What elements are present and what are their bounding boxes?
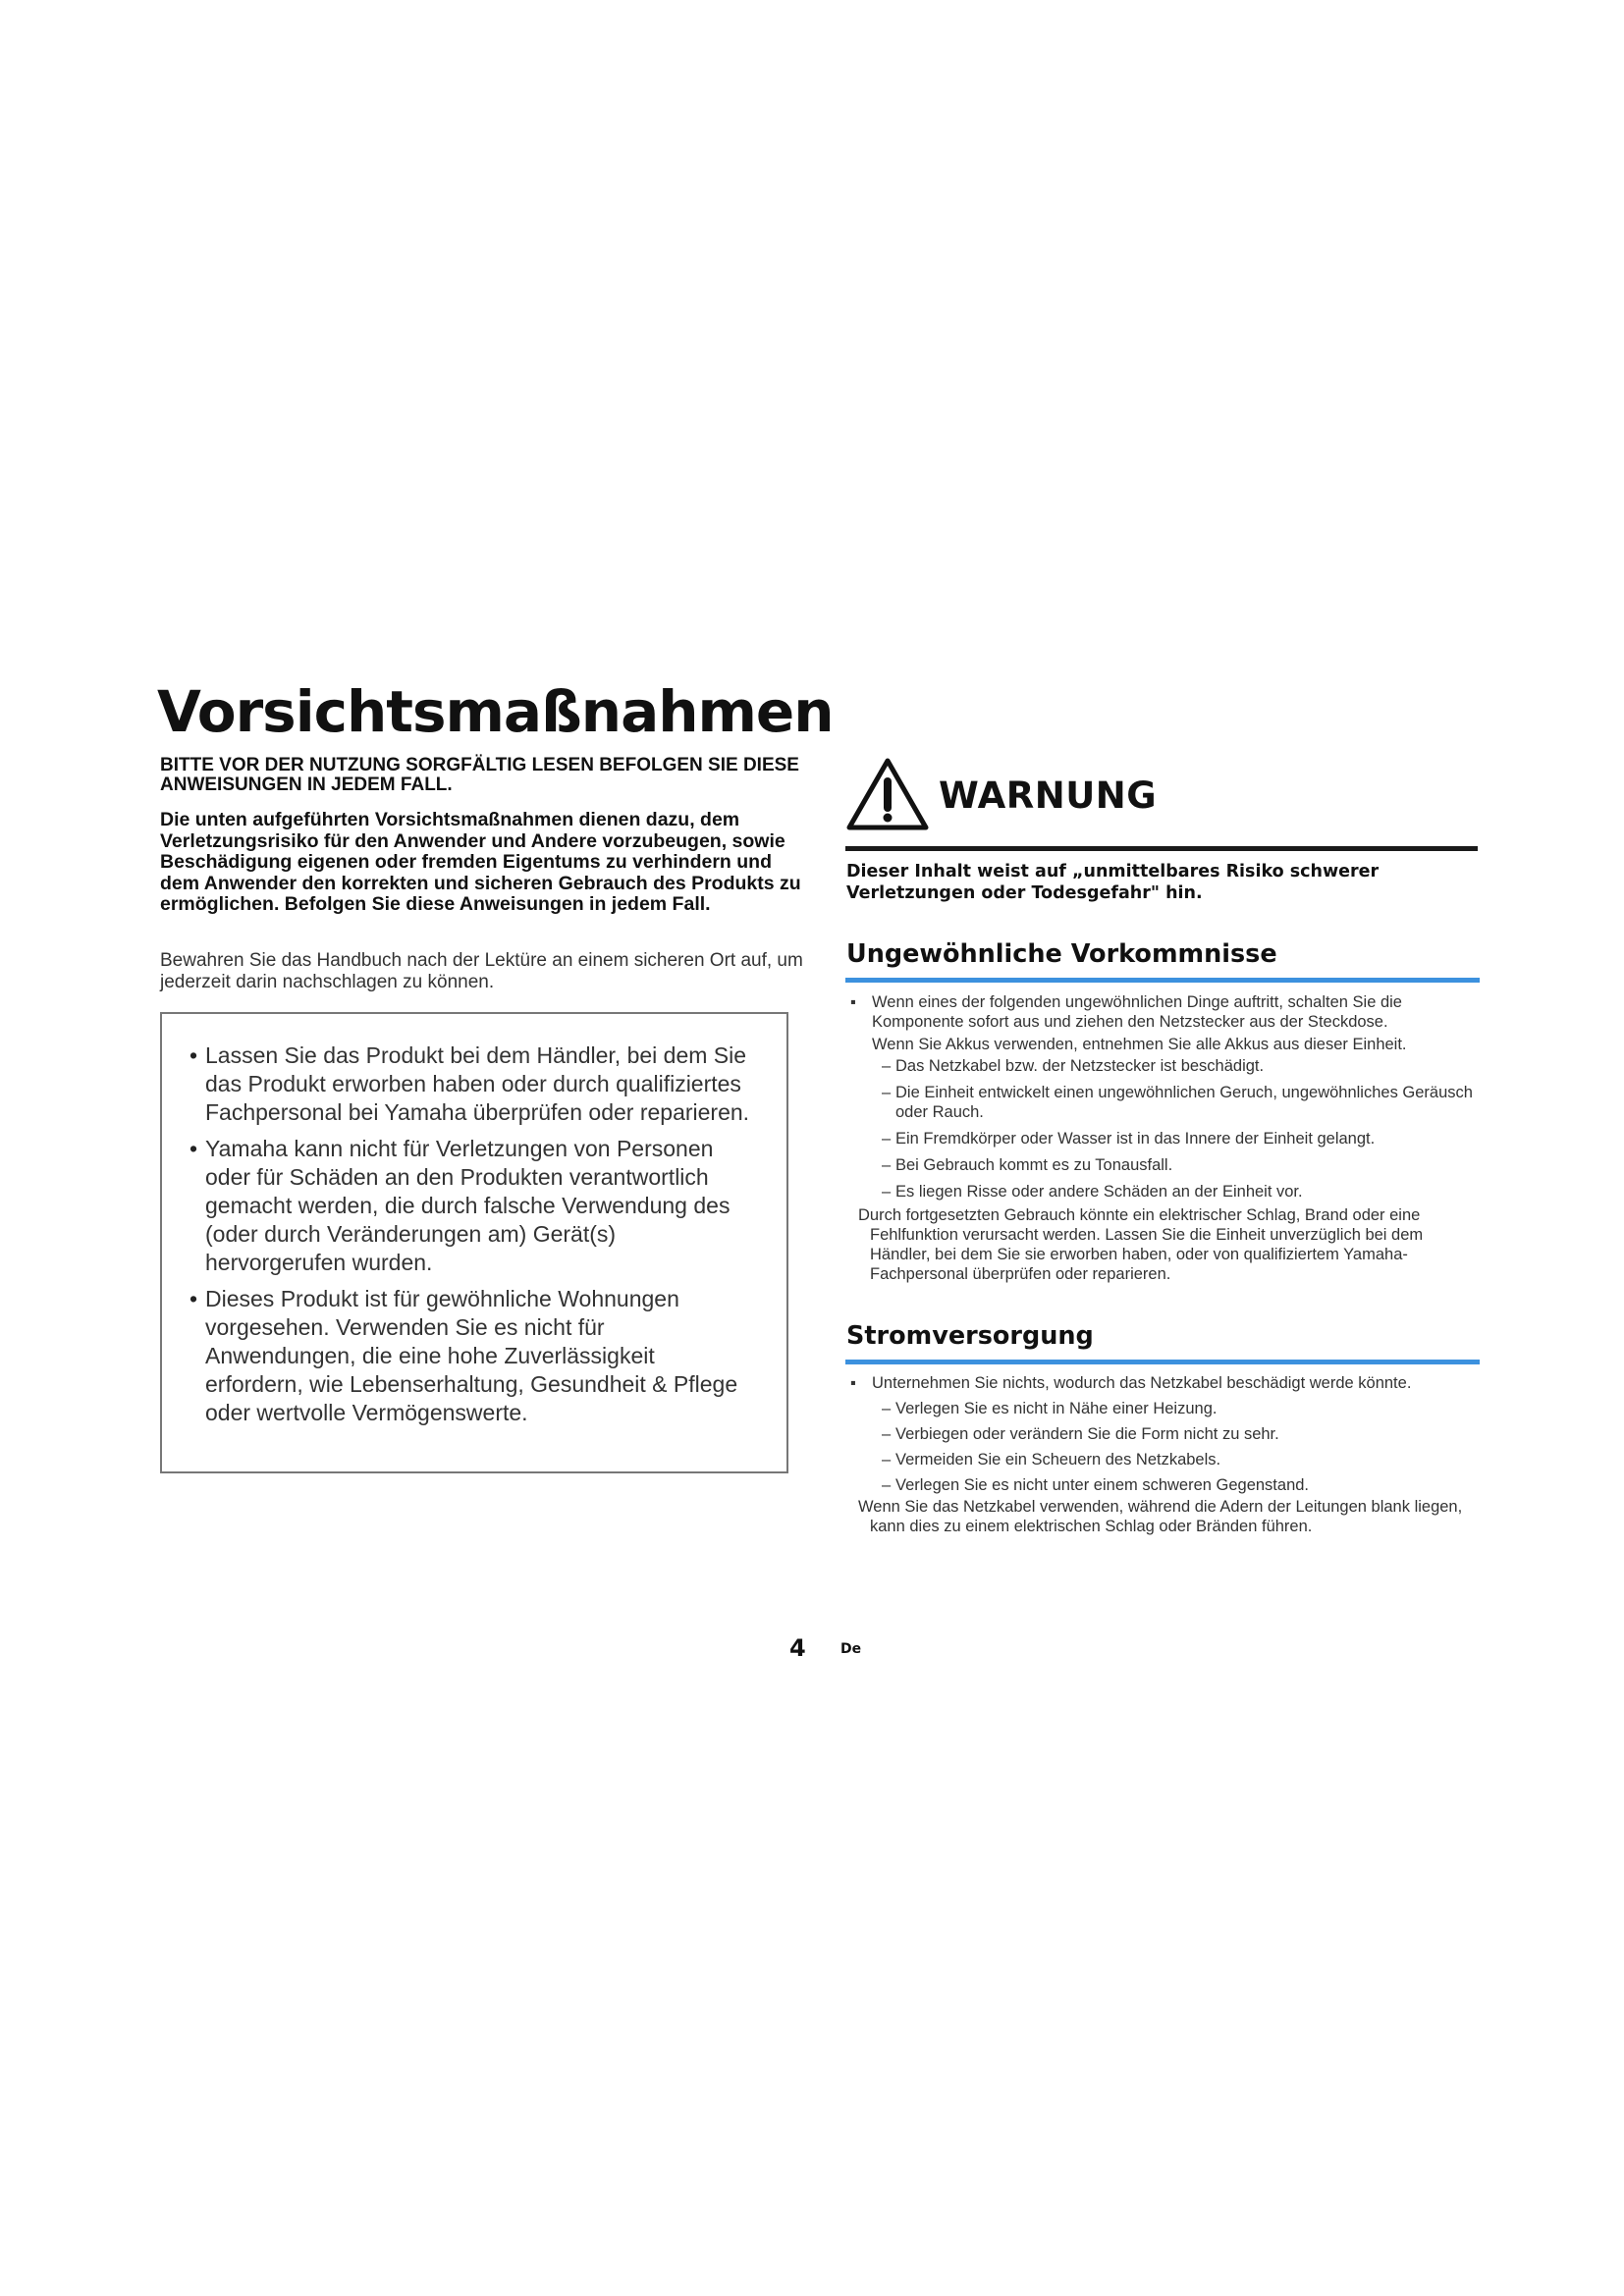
section-divider xyxy=(845,978,1480,983)
bullet-icon: ▪ xyxy=(850,993,856,1011)
keep-manual-note: Bewahren Sie das Handbuch nach der Lektüre an einem sicheren Ort auf, um jederzeit darin nachschlagen zu können. xyxy=(160,950,803,992)
section-divider xyxy=(845,1360,1480,1364)
notice-item: • Yamaha kann nicht für Verletzungen von Personen oder für Schäden an den Produkten verantwortlich gemacht werden, die durch falsche Verwendung des (oder durch Veränderungen am) Gerät(s) hervorgerufen wurden. xyxy=(184,1135,757,1277)
notice-item: • Lassen Sie das Produkt bei dem Händler, bei dem Sie das Produkt erworben haben oder durch qualifiziertes Fachpersonal bei Yamaha überprüfen oder reparieren. xyxy=(184,1041,757,1127)
section-heading-unusual-events: Ungewöhnliche Vorkommnisse xyxy=(846,939,1277,969)
sub-item: – Bei Gebrauch kommt es zu Tonausfall. xyxy=(882,1156,1173,1174)
bullet-continuation: Wenn Sie Akkus verwenden, entnehmen Sie alle Akkus aus dieser Einheit. xyxy=(872,1036,1407,1053)
warning-description: Dieser Inhalt weist auf „unmittelbares Risiko schwerer Verletzungen oder Todesgefahr" hin. xyxy=(846,862,1380,903)
sub-item: – Die Einheit entwickelt einen ungewöhnlichen Geruch, ungewöhnliches Geräusch oder Rauch. xyxy=(882,1084,1473,1121)
notice-item: • Dieses Produkt ist für gewöhnliche Wohnungen vorgesehen. Verwenden Sie es nicht für Anwendungen, die eine hohe Zuverlässigkeit erfordern, wie Lebenserhaltung, Gesundheit & Pflege oder wertvolle Vermögenswerte. xyxy=(184,1285,757,1427)
bullet-item: ▪ Unternehmen Sie nichts, wodurch das Netzkabel beschädigt werde könnte. xyxy=(850,1374,1412,1392)
warning-title: WARNUNG xyxy=(939,774,1158,817)
sub-item: – Das Netzkabel bzw. der Netzstecker ist beschädigt. xyxy=(882,1057,1265,1075)
read-before-use-notice: BITTE VOR DER NUTZUNG SORGFÄLTIG LESEN BEFOLGEN SIE DIESE ANWEISUNGEN IN JEDEM FALL. xyxy=(160,755,799,795)
bullet-item: ▪ Wenn eines der folgenden ungewöhnlichen Dinge auftritt, schalten Sie die Komponente sofort aus und ziehen den Netzstecker aus der Steckdose. xyxy=(850,993,1402,1031)
intro-paragraph: Die unten aufgeführten Vorsichtsmaßnahmen dienen dazu, dem Verletzungsrisiko für den Anwender und Andere vorzubeugen, sowie Beschädigung eigenen oder fremden Eigentums zu verhindern und dem Anwender den korrekten und sicheren Gebrauch des Produkts zu ermöglichen. Befolgen Sie diese Anweisungen in jedem Fall. xyxy=(160,809,801,915)
sub-item: – Es liegen Risse oder andere Schäden an der Einheit vor. xyxy=(882,1183,1303,1201)
sub-item: – Vermeiden Sie ein Scheuern des Netzkabels. xyxy=(882,1451,1221,1468)
bullet-icon: ▪ xyxy=(850,1374,856,1392)
notice-list xyxy=(162,1014,786,1427)
warning-divider xyxy=(845,846,1478,851)
page-number: 4 xyxy=(789,1634,806,1662)
sub-item: – Verbiegen oder verändern Sie die Form nicht zu sehr. xyxy=(882,1425,1279,1443)
section-power-supply-body xyxy=(850,1373,1479,1536)
sub-item: – Verlegen Sie es nicht unter einem schweren Gegenstand. xyxy=(882,1476,1310,1494)
section-tail-text: Durch fortgesetzten Gebrauch könnte ein elektrischer Schlag, Brand oder eine Fehlfunktion verursacht werden. Lassen Sie die Einheit unverzüglich bei dem Händler, bei dem Sie sie erworben haben, oder von qualifiziertem Yamaha-Fachpersonal überprüfen oder reparieren. xyxy=(858,1206,1424,1283)
section-tail-text: Wenn Sie das Netzkabel verwenden, während die Adern der Leitungen blank liegen, kann dies zu einem elektrischen Schlag oder Bränden führen. xyxy=(858,1498,1463,1535)
notice-box xyxy=(160,1012,788,1473)
sub-item: – Verlegen Sie es nicht in Nähe einer Heizung. xyxy=(882,1400,1218,1417)
section-unusual-events-body xyxy=(850,992,1479,1284)
language-code: De xyxy=(840,1641,862,1657)
page-title: Vorsichtsmaßnahmen xyxy=(157,678,834,745)
warning-triangle-icon xyxy=(845,756,930,832)
sub-item: – Ein Fremdkörper oder Wasser ist in das Innere der Einheit gelangt. xyxy=(882,1130,1376,1148)
section-heading-power-supply: Stromversorgung xyxy=(846,1321,1094,1351)
